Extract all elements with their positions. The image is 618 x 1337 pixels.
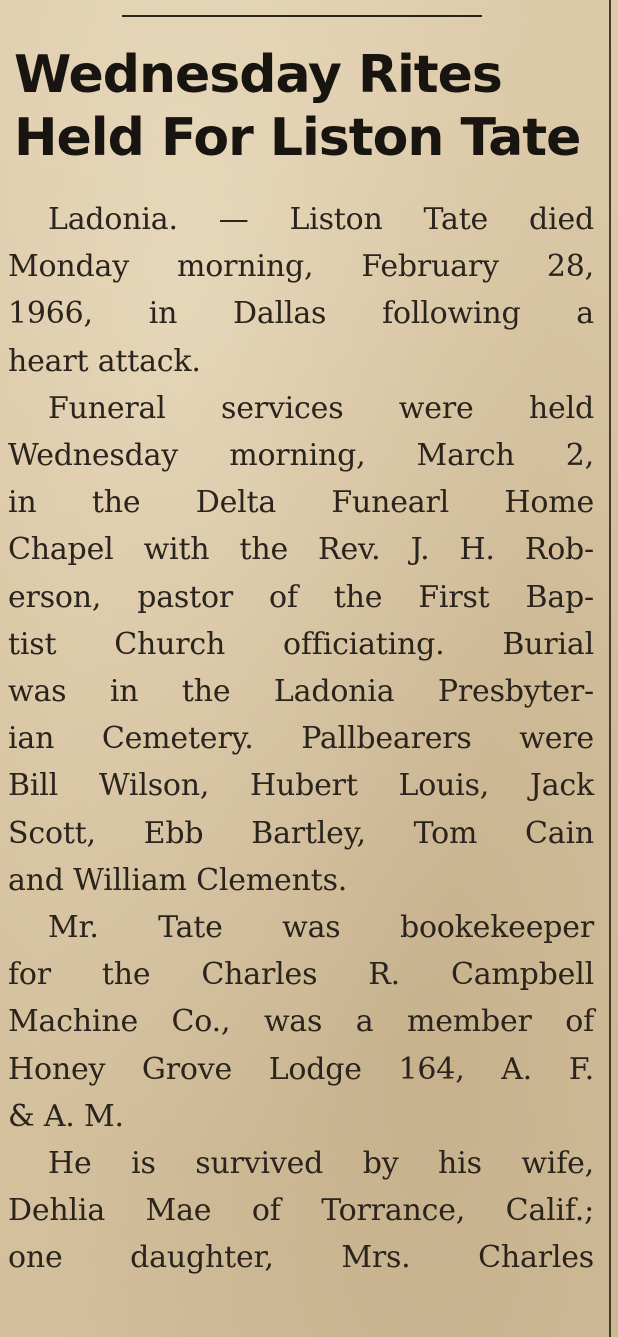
top-rule <box>122 15 482 17</box>
text-line: in the Delta Funearl Home <box>8 485 594 521</box>
text-line: Machine Co., was a member of <box>8 1004 594 1040</box>
text-line: erson, pastor of the First Bap- <box>8 579 594 615</box>
column-rule <box>609 0 611 1337</box>
text-line: Monday morning, February 28, <box>8 249 594 285</box>
text-line: ian Cemetery. Pallbearers were <box>8 721 594 757</box>
text-line: 1966, in Dallas following a <box>8 296 594 332</box>
text-line: tist Church officiating. Burial <box>8 626 594 662</box>
text-line: He is survived by his wife, <box>48 1146 594 1182</box>
text-line: one daughter, Mrs. Charles <box>8 1240 594 1276</box>
text-line: for the Charles R. Campbell <box>8 957 594 993</box>
text-line: and William Clements. <box>8 862 348 898</box>
text-line: Mr. Tate was bookekeeper <box>48 910 594 946</box>
text-line: Wednesday morning, March 2, <box>8 438 594 474</box>
paragraph-funeral-services <box>8 385 594 904</box>
headline <box>14 44 580 170</box>
text-line: Chapel with the Rev. J. H. Rob- <box>8 532 594 568</box>
text-line: Ladonia. — Liston Tate died <box>48 202 594 237</box>
text-line: Bill Wilson, Hubert Louis, Jack <box>8 768 594 804</box>
paragraph-death-notice <box>8 196 594 385</box>
text-line: was in the Ladonia Presbyter- <box>8 674 594 710</box>
paragraph-survivors <box>8 1140 594 1282</box>
headline-line-1: Wednesday Rites <box>14 45 502 105</box>
text-line: heart attack. <box>8 343 201 379</box>
text-line: & A. M. <box>8 1098 124 1134</box>
paragraph-occupation <box>8 904 594 1140</box>
headline-line-2: Held For Liston Tate <box>14 108 581 168</box>
text-line: Scott, Ebb Bartley, Tom Cain <box>8 815 594 851</box>
text-line: Funeral services were held <box>48 390 594 426</box>
text-line: Honey Grove Lodge 164, A. F. <box>8 1051 594 1087</box>
text-line: Dehlia Mae of Torrance, Calif.; <box>8 1193 594 1229</box>
article-body <box>8 196 594 1282</box>
